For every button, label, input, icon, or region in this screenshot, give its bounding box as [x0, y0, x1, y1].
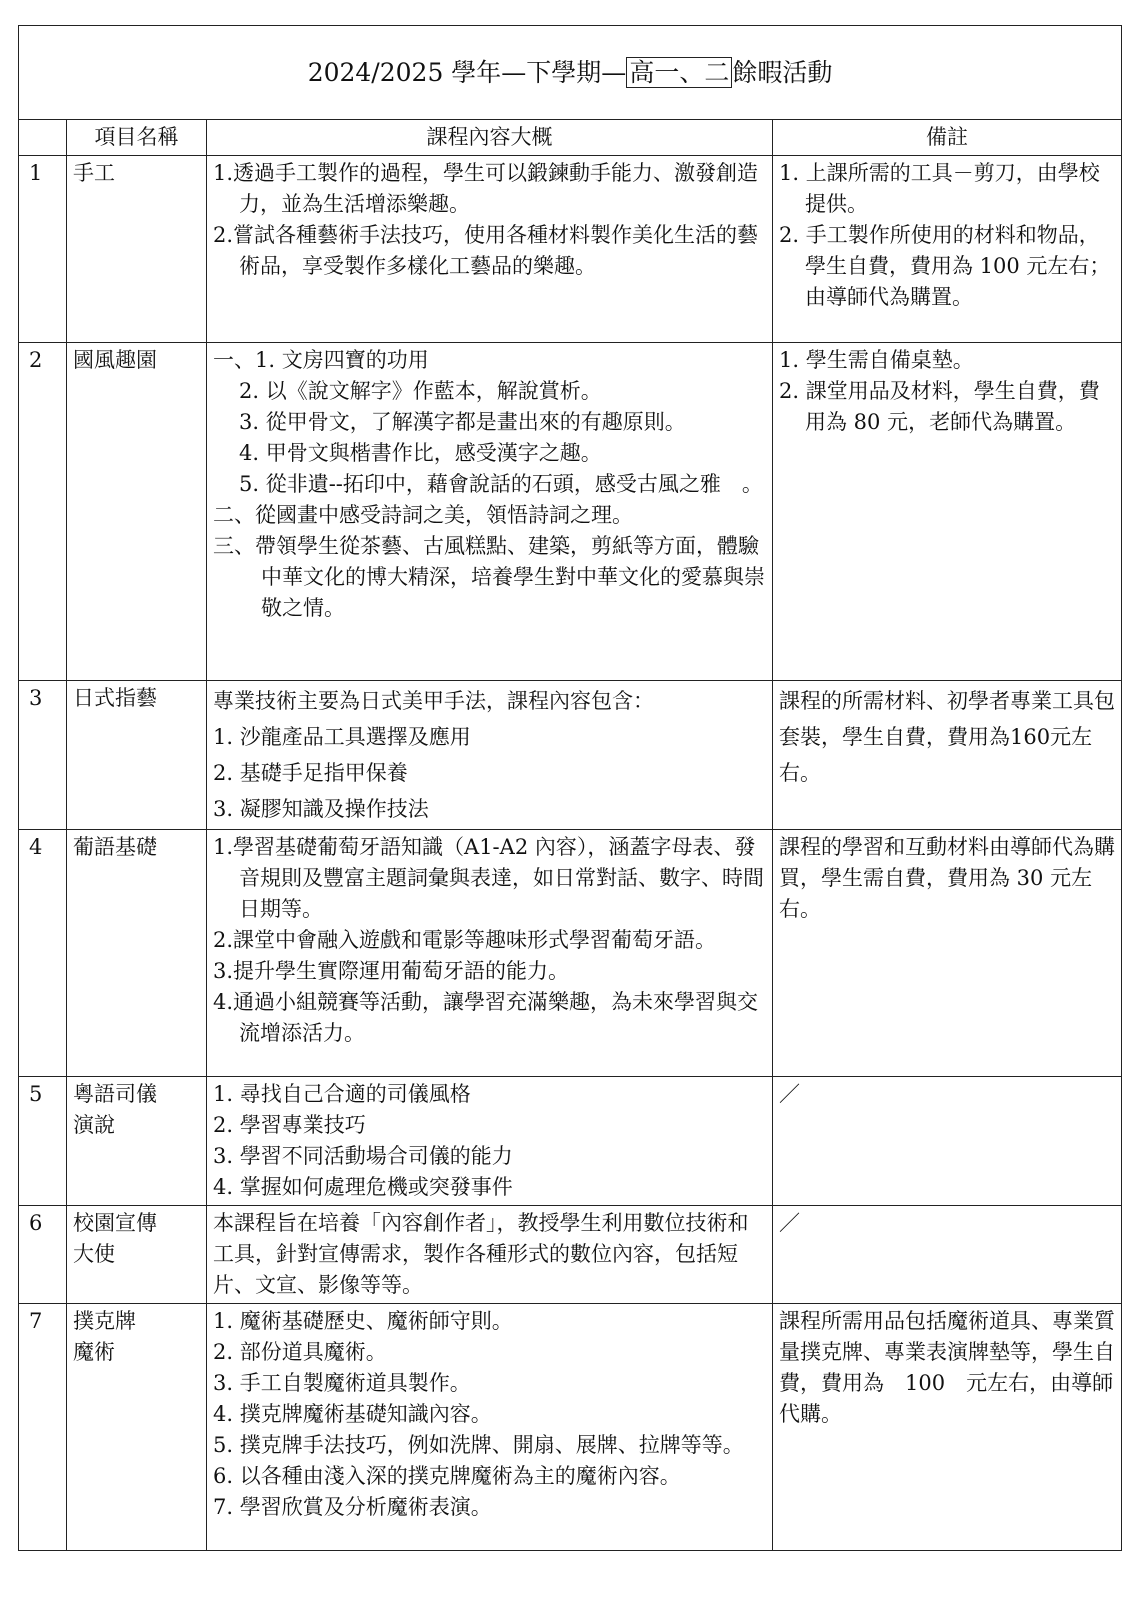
item-name-line: 魔術	[73, 1340, 115, 1364]
content-item: 2.課堂中會融入遊戲和電影等趣味形式學習葡萄牙語。	[213, 928, 717, 952]
title-suffix: 餘暇活動	[732, 58, 833, 87]
content-item: 1. 尋找自己合適的司儀風格	[213, 1082, 471, 1106]
row-number: 4	[19, 830, 67, 1077]
table-row	[19, 1077, 1122, 1206]
item-name-line: 日式指藝	[73, 686, 157, 710]
content-item: 一、1. 文房四寶的功用	[213, 348, 429, 372]
item-name	[67, 343, 207, 681]
row-number: 5	[19, 1077, 67, 1206]
content-item: 2. 學習專業技巧	[213, 1113, 366, 1137]
table-row	[19, 156, 1122, 343]
content-item: 3. 手工自製魔術道具製作。	[213, 1371, 471, 1395]
item-name-line: 撲克牌	[73, 1309, 136, 1333]
course-content	[207, 343, 773, 681]
item-name	[67, 156, 207, 343]
content-subitem: 4. 甲骨文與楷書作比，感受漢字之趣。	[239, 441, 602, 465]
content-intro: 專業技術主要為日式美甲手法，課程內容包含：	[213, 689, 654, 713]
remarks: ／	[773, 1077, 1122, 1206]
table-row	[19, 830, 1122, 1077]
remark-item: 1. 學生需自備桌墊。	[779, 348, 974, 372]
content-item: 1.透過手工製作的過程，學生可以鍛鍊動手能力、激發創造力，並為生活增添樂趣。	[213, 161, 759, 216]
item-name	[67, 681, 207, 830]
header-name: 項目名稱	[67, 120, 207, 156]
content-item: 3. 學習不同活動場合司儀的能力	[213, 1144, 513, 1168]
content-item: 1. 沙龍產品工具選擇及應用	[213, 725, 471, 749]
row-number: 6	[19, 1206, 67, 1304]
item-name-line: 葡語基礎	[73, 835, 157, 859]
table-row	[19, 1206, 1122, 1304]
table-row	[19, 343, 1122, 681]
activity-table	[18, 25, 1122, 1551]
course-content	[207, 1304, 773, 1551]
item-name	[67, 1077, 207, 1206]
item-name	[67, 830, 207, 1077]
remarks: 課程的學習和互動材料由導師代為購買，學生需自費，費用為 30 元左右。	[773, 830, 1122, 1077]
title-boxed-grade: 高一、二	[626, 57, 732, 88]
table-row	[19, 681, 1122, 830]
content-subitem: 5. 從非遺--拓印中，藉會說話的石頭，感受古風之雅 。	[239, 472, 763, 496]
item-name-line: 演說	[73, 1113, 115, 1137]
item-name	[67, 1304, 207, 1551]
remarks	[773, 156, 1122, 343]
content-subitem: 3. 從甲骨文，了解漢字都是畫出來的有趣原則。	[239, 410, 686, 434]
header-content: 課程內容大概	[207, 120, 773, 156]
content-item: 6. 以各種由淺入深的撲克牌魔術為主的魔術內容。	[213, 1464, 681, 1488]
content-item: 1. 魔術基礎歷史、魔術師守則。	[213, 1309, 513, 1333]
header-row	[19, 120, 1122, 156]
item-name	[67, 1206, 207, 1304]
remark-item: 2. 課堂用品及材料，學生自費，費用為 80 元，老師代為購置。	[779, 379, 1100, 434]
row-number: 2	[19, 343, 67, 681]
table-row	[19, 1304, 1122, 1551]
remarks	[773, 343, 1122, 681]
remark-item: 2. 手工製作所使用的材料和物品，學生自費，費用為 100 元左右；由導師代為購置。	[779, 223, 1111, 309]
content-subitem: 2. 以《說文解字》作藍本，解說賞析。	[239, 379, 602, 403]
content-item: 5. 撲克牌手法技巧，例如洗牌、開扇、展牌、拉牌等等。	[213, 1433, 744, 1457]
activity-document	[18, 25, 1121, 1586]
header-remarks: 備註	[773, 120, 1122, 156]
item-name-line: 校園宣傳	[73, 1211, 157, 1235]
remarks: 課程所需用品包括魔術道具、專業質量撲克牌、專業表演牌墊等，學生自費，費用為 100 元左右，由導師代購。	[773, 1304, 1122, 1551]
content-item: 4.通過小組競賽等活動，讓學習充滿樂趣，為未來學習與交流增添活力。	[213, 990, 759, 1045]
content-item: 4. 掌握如何處理危機或突發事件	[213, 1175, 513, 1199]
remark-item: 1. 上課所需的工具－剪刀，由學校提供。	[779, 161, 1100, 216]
content-item: 二、從國畫中感受詩詞之美，領悟詩詞之理。	[213, 503, 633, 527]
content-item: 7. 學習欣賞及分析魔術表演。	[213, 1495, 492, 1519]
remarks: ／	[773, 1206, 1122, 1304]
content-item: 2.嘗試各種藝術手法技巧，使用各種材料製作美化生活的藝術品，享受製作多樣化工藝品的樂趣。	[213, 223, 759, 278]
item-name-line: 手工	[73, 161, 115, 185]
item-name-line: 粵語司儀	[73, 1082, 157, 1106]
remarks: 課程的所需材料、初學者專業工具包套裝，學生自費，費用為160元左右。	[773, 681, 1122, 830]
content-item: 2. 基礎手足指甲保養	[213, 761, 408, 785]
course-content	[207, 681, 773, 830]
row-number: 7	[19, 1304, 67, 1551]
title-row	[19, 26, 1122, 120]
header-num	[19, 120, 67, 156]
item-name-line: 大使	[73, 1242, 115, 1266]
content-item: 4. 撲克牌魔術基礎知識內容。	[213, 1402, 492, 1426]
content-item: 3.提升學生實際運用葡萄牙語的能力。	[213, 959, 570, 983]
content-item: 1.學習基礎葡萄牙語知識（A1-A2 內容），涵蓋字母表、發音規則及豐富主題詞彙與表達，如日常對話、數字、時間日期等。	[213, 835, 764, 921]
content-item: 3. 凝膠知識及操作技法	[213, 797, 429, 821]
course-content	[207, 156, 773, 343]
content-item: 2. 部份道具魔術。	[213, 1340, 387, 1364]
course-content	[207, 830, 773, 1077]
course-content: 本課程旨在培養「內容創作者」，教授學生利用數位技術和工具，針對宣傳需求，製作各種形式的數位內容，包括短片、文宣、影像等等。	[207, 1206, 773, 1304]
title-prefix: 2024/2025 學年—下學期—	[307, 58, 627, 87]
course-content	[207, 1077, 773, 1206]
row-number: 3	[19, 681, 67, 830]
row-number: 1	[19, 156, 67, 343]
document-title	[19, 26, 1122, 120]
item-name-line: 國風趣園	[73, 348, 157, 372]
content-item: 三、帶領學生從茶藝、古風糕點、建築，剪紙等方面，體驗中華文化的博大精深，培養學生對中華文化的愛慕與崇敬之情。	[213, 534, 765, 620]
